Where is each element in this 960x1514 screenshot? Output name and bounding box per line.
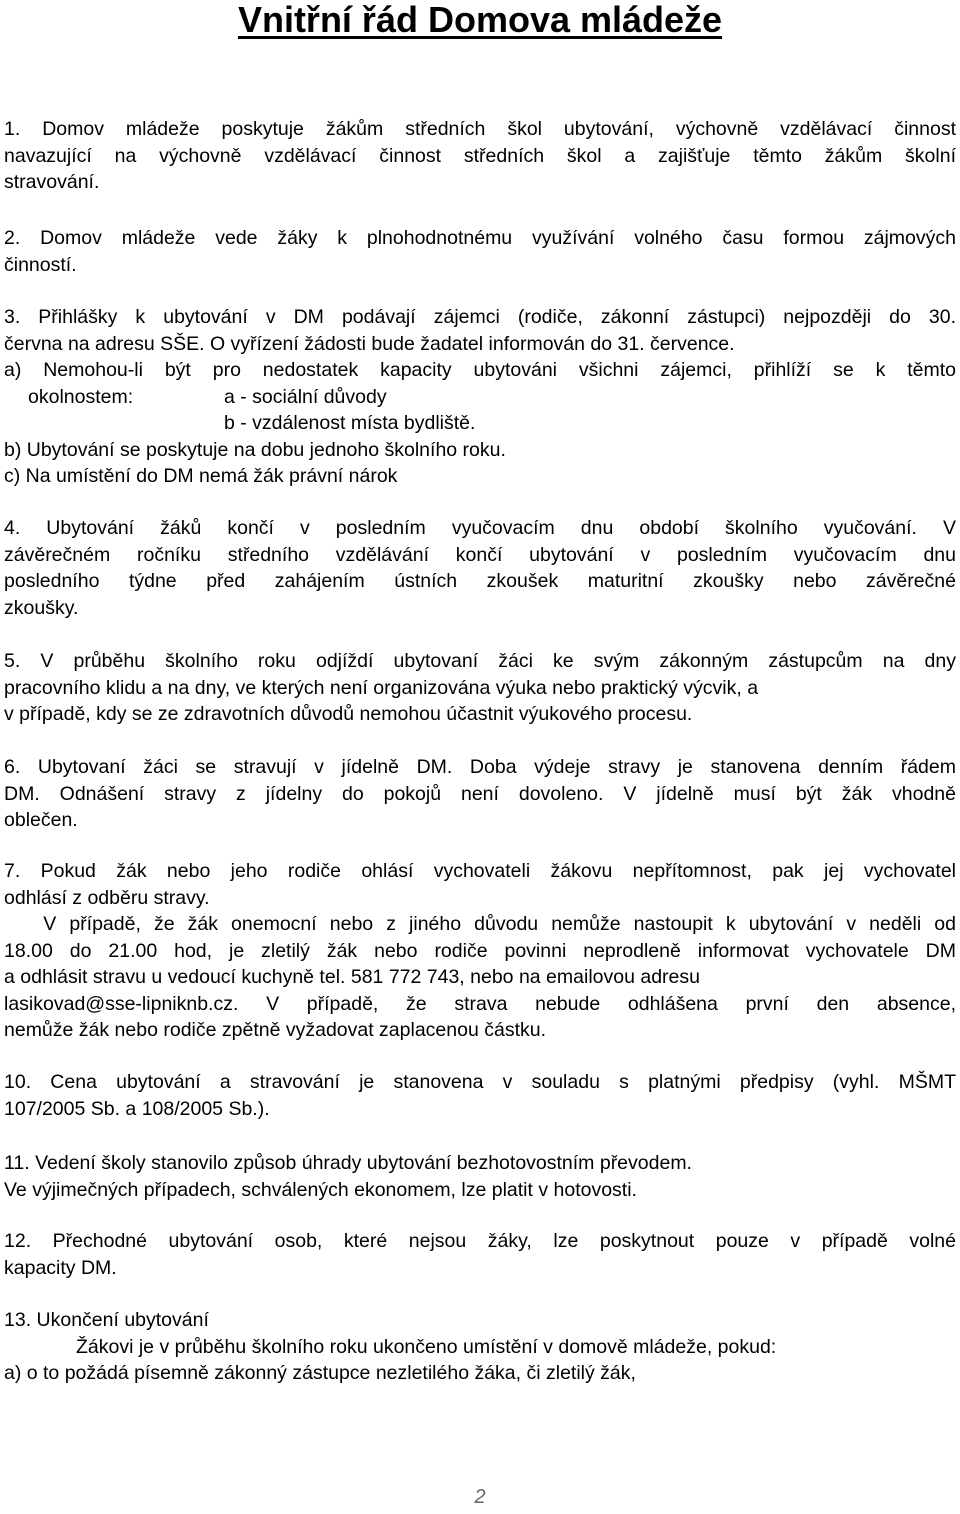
- paragraph-line: oblečen.: [4, 809, 78, 831]
- paragraph-2: [4, 225, 956, 278]
- paragraph-line: závěrečném ročníku středního vzdělávání končí ubytování v posledním vyučovacím dnu: [4, 543, 956, 566]
- paragraph-line: a odhlásit stravu u vedoucí kuchyně tel. 581 772 743, nebo na emailovou adresu: [4, 966, 700, 988]
- page-title: Vnitřní řád Domova mládeže: [237, 0, 723, 40]
- paragraph-11: [4, 1150, 956, 1203]
- paragraph-line: 12. Přechodné ubytování osob, které nejsou žáky, lze poskytnout pouze v případě volné: [4, 1230, 956, 1252]
- paragraph-line: Žákovi je v průběhu školního roku ukončeno umístění v domově mládeže, pokud:: [76, 1335, 777, 1358]
- paragraph-7: [4, 858, 956, 1044]
- list-item-value: a - sociální důvody: [224, 385, 387, 408]
- paragraph-13: [4, 1307, 956, 1387]
- paragraph-line: stravování.: [4, 171, 100, 193]
- list-item-label: okolnostem:: [28, 385, 134, 408]
- paragraph-line: činností.: [4, 253, 77, 276]
- paragraph-line: zkoušky.: [4, 596, 79, 619]
- paragraph-line: 5. V průběhu školního roku odjíždí ubytovaní žáci ke svým zákonným zástupcům na dny: [4, 650, 956, 672]
- list-item: [4, 384, 956, 411]
- paragraph-line: posledního týdne před zahájením ústních zkoušek maturitní zkoušky nebo závěrečné: [4, 570, 956, 592]
- list-item: b - vzdálenost místa bydliště.: [224, 412, 476, 434]
- paragraph-6: [4, 754, 956, 834]
- page-number: 2: [474, 1486, 486, 1508]
- list-item: c) Na umístění do DM nemá žák právní nárok: [4, 465, 398, 487]
- paragraph-10: [4, 1069, 956, 1122]
- paragraph-line: 6. Ubytovaní žáci se stravují v jídelně DM. Doba výdeje stravy je stanovena denním řádem: [4, 756, 956, 778]
- paragraph-line: Ve výjimečných případech, schválených ekonomem, lze platit v hotovosti.: [4, 1178, 637, 1201]
- paragraph-line: 4. Ubytování žáků končí v posledním vyučovacím dnu období školního vyučování. V: [4, 517, 956, 539]
- paragraph-line: lasikovad@sse-lipniknb.cz. V případě, že strava nebude odhlášena první den absence,: [4, 992, 956, 1015]
- paragraph-line: nemůže žák nebo rodiče zpětně vyžadovat zaplacenou částku.: [4, 1019, 547, 1041]
- paragraph-line: V případě, že žák onemocní nebo z jiného důvodu nemůže nastoupit k ubytování v neděli od: [4, 913, 956, 935]
- list-item: b) Ubytování se poskytuje na dobu jednoho školního roku.: [4, 438, 506, 461]
- paragraph-line: kapacity DM.: [4, 1256, 117, 1279]
- paragraph-line: pracovního klidu a na dny, ve kterých není organizována výuka nebo praktický výcvik, a: [4, 676, 759, 699]
- paragraph-line: 7. Pokud žák nebo jeho rodiče ohlásí vychovateli žákovu nepřítomnost, pak jej vychovatel: [4, 860, 956, 882]
- paragraph-line: odhlásí z odběru stravy.: [4, 886, 210, 909]
- paragraph-line: navazující na výchovně vzdělávací činnost středních škol a zajišťuje těmto žákům školní: [4, 144, 956, 167]
- paragraph-line: v případě, kdy se ze zdravotních důvodů nemohou účastnit výukového procesu.: [4, 703, 693, 725]
- list-item: a) o to požádá písemně zákonný zástupce nezletilého žáka, či zletilý žák,: [4, 1362, 636, 1384]
- paragraph-5: [4, 648, 956, 728]
- paragraph-line: 1. Domov mládeže poskytuje žákům středních škol ubytování, výchovně vzdělávací činnost: [4, 118, 956, 140]
- paragraph-4: [4, 515, 956, 621]
- paragraph-line: 3. Přihlášky k ubytování v DM podávají zájemci (rodiče, zákonní zástupci) nejpozději do 30.: [4, 306, 956, 328]
- paragraph-3: [4, 304, 956, 490]
- paragraph-line: 11. Vedení školy stanovilo způsob úhrady ubytování bezhotovostním převodem.: [4, 1152, 692, 1174]
- paragraph-line: 2. Domov mládeže vede žáky k plnohodnotnému využívání volného času formou zájmových: [4, 227, 956, 249]
- paragraph-line: 107/2005 Sb. a 108/2005 Sb.).: [4, 1097, 270, 1120]
- paragraph-line: června na adresu SŠE. O vyřízení žádosti bude žadatel informován do 31. července.: [4, 332, 735, 355]
- paragraph-line: a) Nemohou-li být pro nedostatek kapacity ubytováni všichni zájemci, přihlíží se k těmto: [4, 359, 956, 381]
- paragraph-1: [4, 116, 956, 196]
- paragraph-line: 18.00 do 21.00 hod, je zletilý žák nebo rodiče povinni neprodleně informovat vychovatele DM: [4, 939, 956, 962]
- section-heading: 13. Ukončení ubytování: [4, 1309, 209, 1331]
- paragraph-line: 10. Cena ubytování a stravování je stanovena v souladu s platnými předpisy (vyhl. MŠMT: [4, 1071, 956, 1093]
- paragraph-12: [4, 1228, 956, 1281]
- paragraph-line: DM. Odnášení stravy z jídelny do pokojů není dovoleno. V jídelně musí být žák vhodně: [4, 782, 956, 805]
